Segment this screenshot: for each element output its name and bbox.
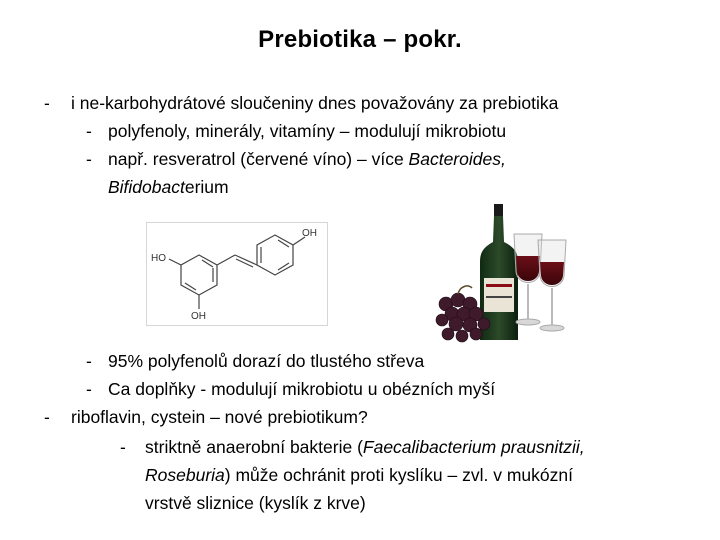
bullet-text: 95% polyfenolů dorazí do tlustého střeva — [108, 351, 425, 371]
bullet-dash: - — [44, 93, 50, 113]
wine-bottle-glasses-grapes-icon — [428, 200, 578, 350]
molecule-label: HO — [151, 253, 166, 264]
bullet-continuation — [108, 176, 229, 198]
bullet-text — [108, 148, 506, 170]
wine-image — [428, 200, 578, 350]
bullet-text-part: erium — [184, 177, 229, 197]
bullet-continuation — [145, 464, 573, 486]
bullet-text-italic: Bacteroides, — [408, 149, 506, 169]
bullet-text: i ne-karbohydrátové sloučeniny dnes považovány za prebiotika — [71, 93, 559, 113]
bullet-text-part: striktně anaerobní bakterie ( — [145, 437, 363, 457]
resveratrol-structure-icon — [147, 223, 327, 325]
slide-title: Prebiotika – pokr. — [258, 26, 462, 53]
bullet-text: Ca doplňky - modulují mikrobiotu u obézních myší — [108, 379, 496, 399]
bullet-text-part: vrstvě sliznice (kyslík z krve) — [145, 493, 366, 513]
bullet-dash: - — [86, 149, 92, 169]
resveratrol-structure — [146, 222, 328, 326]
bullet-text-part: ) může ochránit proti kyslíku – zvl. v mukózní — [224, 465, 573, 485]
bullet-dash: - — [44, 407, 50, 427]
bullet-text-part: např. resveratrol (červené víno) – více — [108, 149, 409, 169]
bullet-continuation — [145, 492, 366, 514]
bullet-text: polyfenoly, minerály, vitamíny – modulují mikrobiotu — [108, 121, 507, 141]
bullet-dash: - — [86, 121, 92, 141]
bullet-text-italic: Faecalibacterium prausnitzii, — [362, 437, 585, 457]
bullet-dash: - — [86, 351, 92, 371]
bullet-text — [145, 436, 585, 458]
bullet-dash: - — [86, 379, 92, 399]
molecule-label: OH — [191, 311, 206, 322]
bullet-dash: - — [120, 437, 126, 457]
bullet-text-italic: Bifidobact — [108, 177, 185, 197]
bullet-text-italic: Roseburia — [145, 465, 225, 485]
bullet-text: riboflavin, cystein – nové prebiotikum? — [71, 407, 368, 427]
molecule-label: OH — [302, 228, 317, 239]
